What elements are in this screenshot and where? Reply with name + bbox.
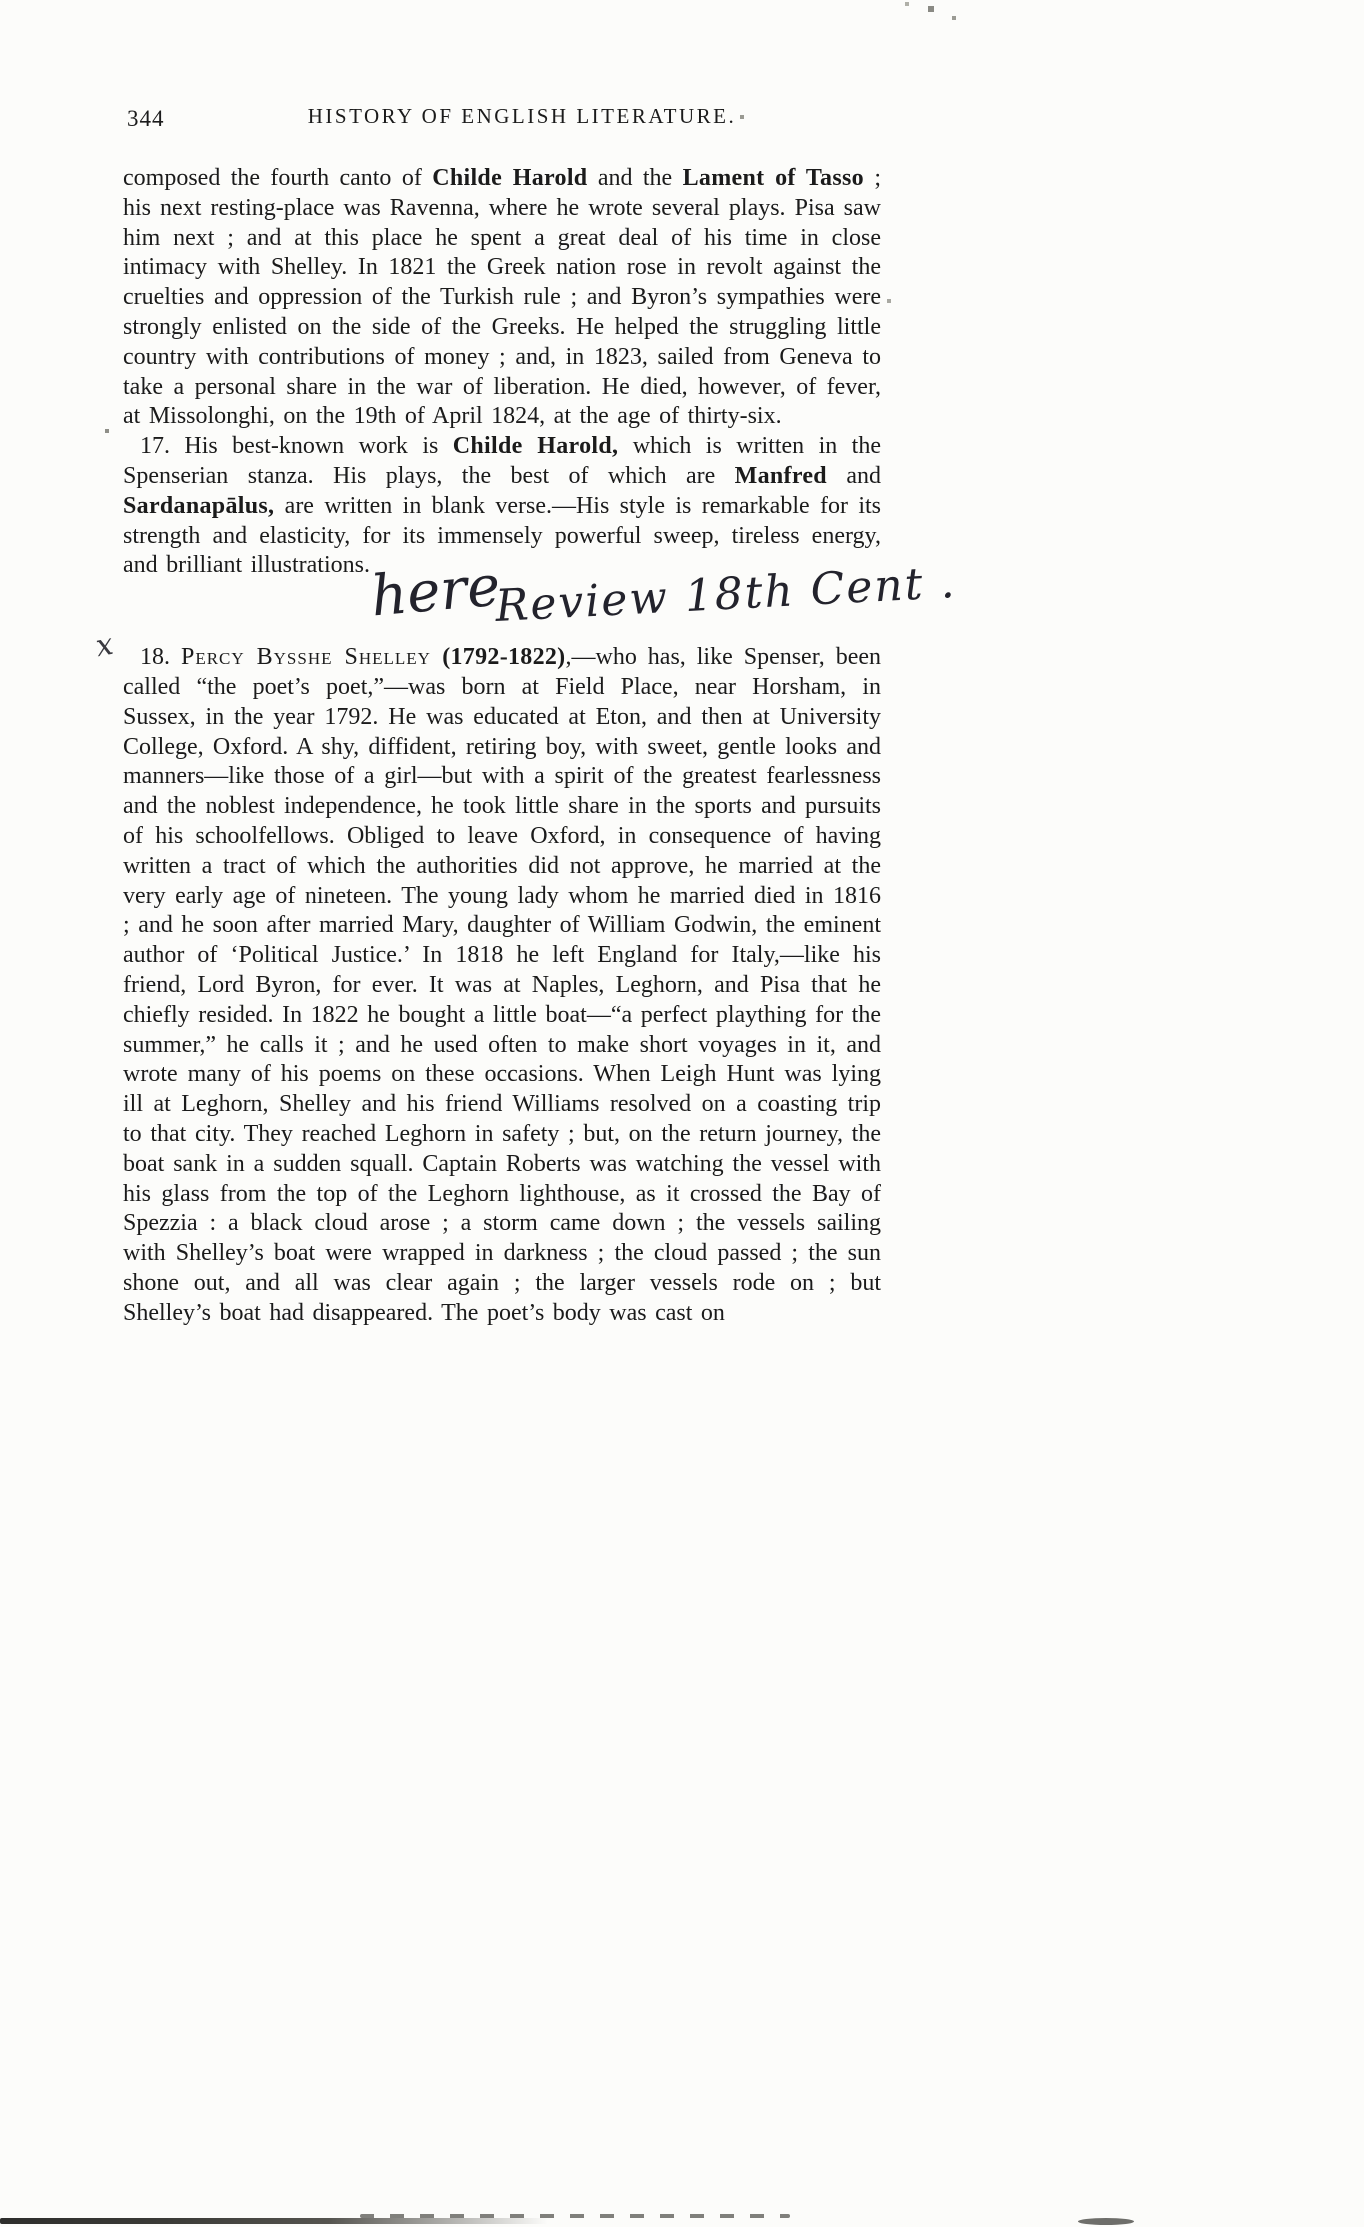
text-run: which is written in the Spenserian stanza. His plays, the best of which are	[123, 433, 882, 489]
page-number: 344	[127, 106, 165, 131]
handwriting-word: here	[368, 553, 503, 630]
text-run: ,—who has, like Spenser, been called “the poet’s poet,”—was born at Field Place, near Horsham, in Sussex, in the year 1792. He was educated at Eton, and then at University College, Oxford. A shy, diffident, retiring boy, with sweet, gentle looks and manners—like those of a girl—but with a spirit of the greatest fearlessness and the noblest independence, he took little share in the sports and pursuits of his schoolfellows. Obliged to leave Oxford, in consequence of having written a tract of which the authorities did not approve, he married at the very early age of nineteen. The young lady whom he married died in 1816 ; and he soon after married Mary, daughter of William Godwin, the eminent author of ‘Political Justice.’ In 1818 he left England for Italy,—like his friend, Lord Byron, for ever. It was at Naples, Leghorn, and Pisa that he chiefly resided. In 1822 he bought a little boat—“a perfect plaything for the summer,” he calls it ; and he used often to make short voyages in it, and wrote many of his poems on these occasions. When Leigh Hunt was lying ill at Leghorn, Shelley and his friend Williams resolved on a coasting trip to that city. They reached Leghorn in safety ; but, on the return journey, the boat sank in a sudden squall. Captain Roberts was watching the vessel with his glass from the top of the Leghorn lighthouse, as it crossed the Bay of Spezzia : a black cloud arose ; a storm came down ; the vessels sailing with Shelley’s boat were wrapped in darkness ; the cloud passed ; the sun shone out, and all was clear again ; the larger vessels rode on ; but Shelley’s boat had disappeared. The poet’s body was cast on	[123, 644, 882, 1326]
author-name-smallcaps: Percy Bysshe Shelley	[180, 644, 431, 671]
scan-speckles	[0, 0, 2, 2]
work-title-bold: Lament of Tasso	[682, 165, 864, 191]
margin-pencil-mark: x	[93, 626, 116, 665]
page-header	[123, 104, 881, 138]
text-run: 18.	[140, 644, 181, 671]
work-title-bold: Sardanapālus,	[123, 492, 275, 519]
text-column	[123, 104, 958, 1328]
scan-edge-blob	[1078, 2218, 1134, 2225]
paragraph-18	[123, 643, 881, 1328]
text-run: ; his next resting-place was Ravenna, where he wrote several plays. Pisa saw him next ; and at this place he spent a great deal of his time in close intimacy with Shelley. In 1821 the Greek nation rose in revolt against the cruelties and oppression of the Turkish rule ; and Byron’s sympathies were strongly enlisted on the side of the Greeks. He helped the struggling little country with contributions of money ; and, in 1823, sailed from Geneva to take a personal share in the war of liberation. He died, however, of fever, at Missolonghi, on the 19th of April 1824, at the age of thirty-six.	[123, 165, 881, 430]
dates-bold: (1792-1822)	[430, 644, 566, 671]
scan-edge-marks	[360, 2214, 790, 2218]
paragraph-17	[123, 432, 881, 581]
text-run: are written in blank verse.—His style is remarkable for its strength and elasticity, for its immensely powerful sweep, tireless energy, and brilliant illustrations.	[123, 492, 881, 579]
text-run: and	[826, 462, 881, 489]
work-title-bold: Manfred	[734, 462, 827, 489]
text-run: composed the fourth canto of	[123, 165, 433, 191]
text-run: and the	[587, 165, 683, 191]
running-title: HISTORY OF ENGLISH LITERATURE.	[307, 104, 737, 128]
handwritten-annotation	[123, 553, 958, 643]
scan-edge-artifact	[0, 2218, 548, 2224]
work-title-bold: Childe Harold	[432, 165, 588, 191]
handwriting-note: Review 18th Cent .	[493, 557, 958, 633]
work-title-bold: Childe Harold,	[452, 433, 619, 460]
text-run: 17. His best-known work is	[140, 433, 453, 460]
paragraph-byron-continuation	[123, 164, 881, 432]
